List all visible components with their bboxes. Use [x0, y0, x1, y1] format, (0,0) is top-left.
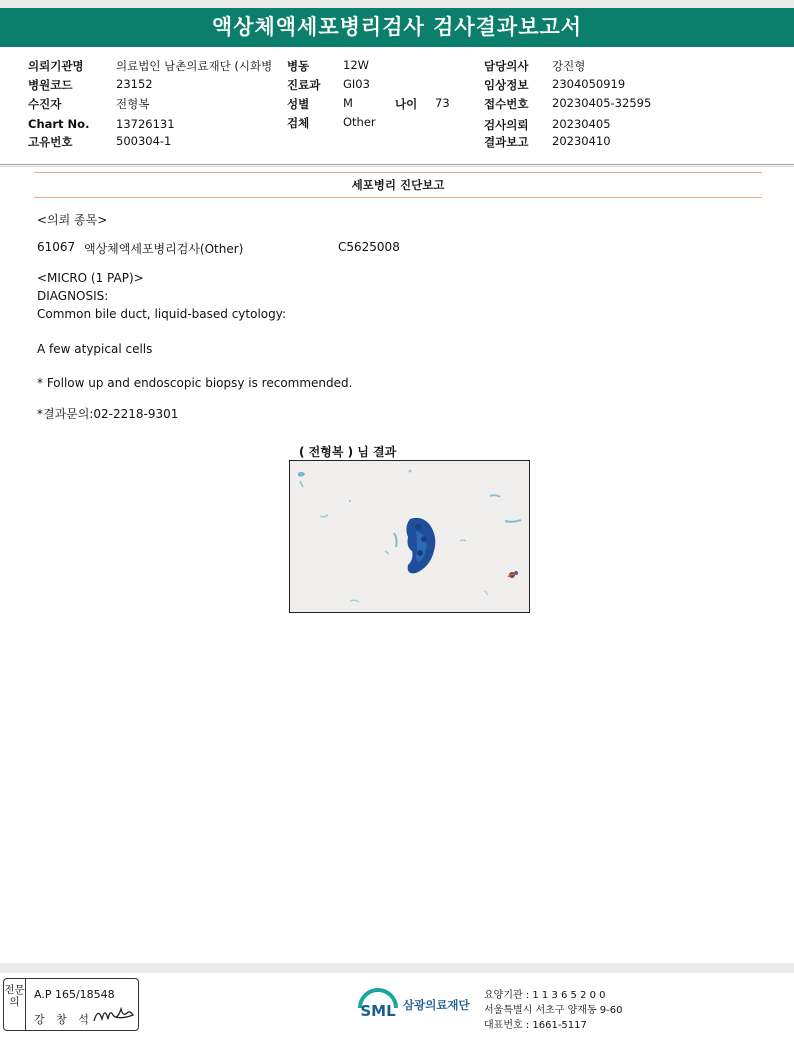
- org-name: 삼광의료재단: [403, 998, 470, 1012]
- sex-label: 성별: [287, 97, 310, 111]
- patient-value: 전형복: [116, 97, 150, 111]
- finding: A few atypical cells: [37, 342, 153, 356]
- receipt-no-label: 접수번호: [484, 97, 529, 111]
- request-heading: <의뢰 종목>: [37, 213, 108, 227]
- header-divider: [0, 164, 794, 165]
- doctor-label: 담당의사: [484, 59, 529, 73]
- stamp-vertical-label: 전문의: [4, 979, 26, 1030]
- stamp-ap-number: A.P 165/18548: [34, 988, 115, 1001]
- age-label: 나이: [395, 97, 418, 111]
- logo-text: SML: [360, 1002, 396, 1020]
- patient-label: 수진자: [28, 97, 62, 111]
- age-value: 73: [435, 96, 450, 110]
- micro-heading: <MICRO (1 PAP)>: [37, 271, 144, 285]
- sml-logo-icon: [356, 986, 400, 1026]
- top-strip: [0, 0, 794, 8]
- ward-label: 병동: [287, 59, 310, 73]
- inquiry-phone: *결과문의:02-2218-9301: [37, 407, 179, 421]
- chart-no-value: 13726131: [116, 117, 175, 131]
- hospital-code-value: 23152: [116, 77, 153, 91]
- address: 서울특별시 서초구 양재동 9-60: [484, 1005, 623, 1016]
- institution-value: 의료법인 남촌의료재단 (시화병: [116, 59, 273, 73]
- unique-no-value: 500304-1: [116, 134, 172, 148]
- section-title: 세포병리 진단보고: [34, 172, 762, 198]
- diagnosis-label: DIAGNOSIS:: [37, 289, 109, 303]
- unique-no-label: 고유번호: [28, 135, 73, 149]
- care-code: 요양기관 : 1 1 3 6 5 2 0 0: [484, 990, 606, 1001]
- footer-strip: [0, 963, 794, 973]
- report-date-value: 20230410: [552, 134, 611, 148]
- request-date-value: 20230405: [552, 117, 611, 131]
- receipt-no-value: 20230405-32595: [552, 96, 652, 110]
- report-title: 액상체액세포병리검사 검사결과보고서: [0, 8, 794, 47]
- image-caption: ( 전형복 ) 님 결과: [299, 445, 397, 459]
- dept-value: GI03: [343, 77, 370, 91]
- doctor-value: 강진형: [552, 59, 586, 73]
- clinical-info-value: 2304050919: [552, 77, 626, 91]
- test-name: 액상체액세포병리검사(Other): [84, 242, 244, 256]
- ward-value: 12W: [343, 58, 370, 72]
- dept-label: 진료과: [287, 78, 321, 92]
- phone: 대표번호 : 1661-5117: [484, 1020, 587, 1031]
- pathologist-stamp: [3, 978, 139, 1031]
- specimen-value: Other: [343, 115, 376, 129]
- diagnosis-site: Common bile duct, liquid-based cytology:: [37, 307, 287, 321]
- institution-label: 의뢰기관명: [28, 59, 84, 73]
- recommendation: * Follow up and endoscopic biopsy is recommended.: [37, 376, 353, 390]
- report-date-label: 결과보고: [484, 135, 529, 149]
- cytology-photo: [289, 460, 530, 613]
- sex-value: M: [343, 96, 353, 110]
- pathologist-name: 강 창 석: [34, 1013, 93, 1026]
- hospital-code-label: 병원코드: [28, 78, 73, 92]
- request-date-label: 검사의뢰: [484, 118, 529, 132]
- clinical-info-label: 임상정보: [484, 78, 529, 92]
- test-id: C5625008: [338, 240, 400, 254]
- specimen-label: 검체: [287, 116, 310, 130]
- signature-icon: [92, 1003, 136, 1027]
- chart-no-label: Chart No.: [28, 117, 90, 131]
- test-code: 61067: [37, 240, 76, 254]
- header-divider-shadow: [0, 166, 794, 167]
